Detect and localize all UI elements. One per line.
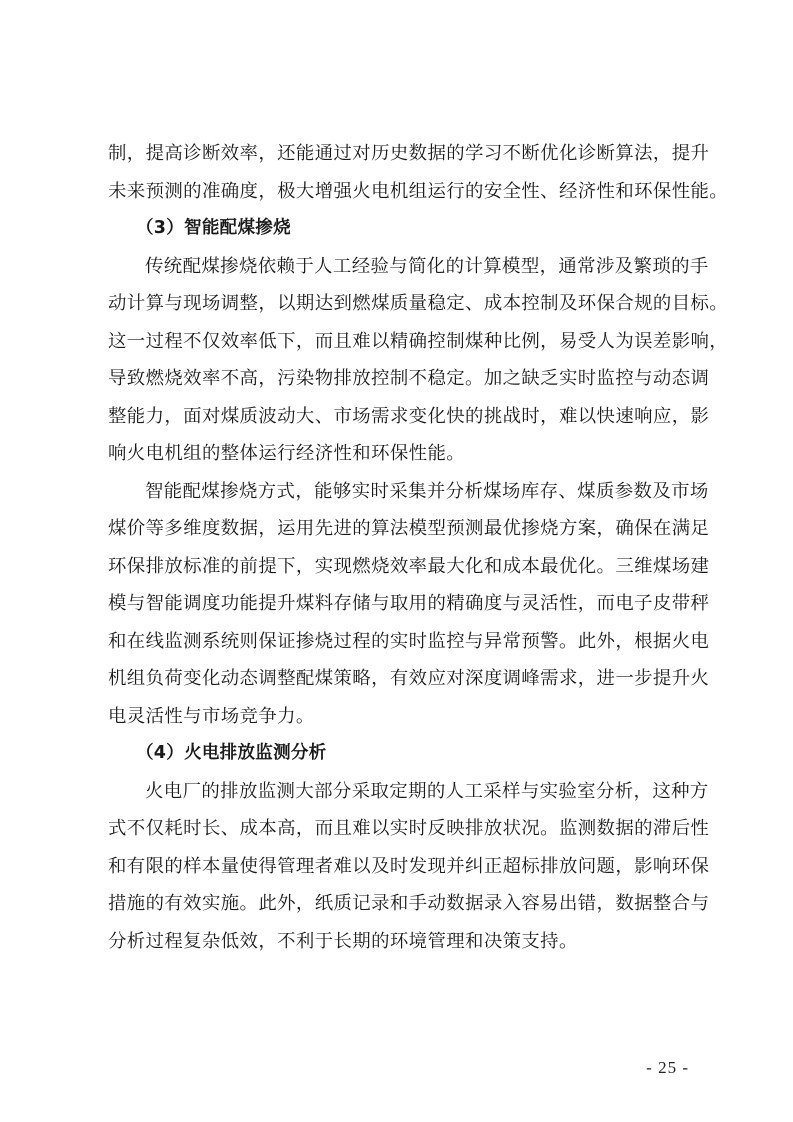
text-line: 模与智能调度功能提升煤料存储与取用的精确度与灵活性，而电子皮带秤 <box>108 593 710 614</box>
text-line: 智能配煤掺烧方式，能够实时采集并分析煤场库存、煤质参数及市场 <box>145 480 709 502</box>
section-heading-smart-coal-blending: （3）智能配煤掺烧 <box>136 218 291 238</box>
text-line: 电灵活性与市场竞争力。 <box>108 705 315 727</box>
text-line: 响火电机组的整体运行经济性和环保性能。 <box>108 443 466 464</box>
text-line: 分析过程复杂低效，不利于长期的环境管理和决策支持。 <box>108 930 578 952</box>
document-body <box>108 135 729 960</box>
paragraph-continuation <box>108 135 729 210</box>
text-line: 这一过程不仅效率低下，而且难以精确控制煤种比例，易受人为误差影响， <box>108 330 729 352</box>
text-line: 煤价等多维度数据，运用先进的算法模型预测最优掺烧方案，确保在满足 <box>108 518 710 539</box>
paragraph-traditional-blending <box>108 248 729 473</box>
text-line: 和有限的样本量使得管理者难以及时发现并纠正超标排放问题，影响环保 <box>108 855 710 877</box>
text-line: 未来预测的准确度，极大增强火电机组运行的安全性、经济性和环保性能。 <box>108 180 729 202</box>
text-line: 和在线监测系统则保证掺烧过程的实时监控与异常预警。此外，根据火电 <box>108 630 710 652</box>
section-heading-emission-monitoring: （4）火电排放监测分析 <box>136 743 327 763</box>
paragraph-smart-blending <box>108 473 710 736</box>
text-line: 火电厂的排放监测大部分采取定期的人工采样与实验室分析，这种方 <box>145 780 709 802</box>
text-line: 式不仅耗时长、成本高，而且难以实时反映排放状况。监测数据的滞后性 <box>108 818 710 839</box>
text-line: 制，提高诊断效率，还能通过对历史数据的学习不断优化诊断算法，提升 <box>108 143 710 164</box>
text-line: 措施的有效实施。此外，纸质记录和手动数据录入容易出错，数据整合与 <box>108 893 710 914</box>
text-line: 传统配煤掺烧依赖于人工经验与简化的计算模型，通常涉及繁琐的手 <box>145 255 709 277</box>
page-number: - 25 - <box>646 1058 689 1077</box>
paragraph-emission-monitoring <box>108 773 710 961</box>
text-line: 导致燃烧效率不高，污染物排放控制不稳定。加之缺乏实时监控与动态调 <box>108 368 710 389</box>
text-line: 整能力，面对煤质波动大、市场需求变化快的挑战时，难以快速响应，影 <box>108 405 710 427</box>
text-line: 机组负荷变化动态调整配煤策略，有效应对深度调峰需求，进一步提升火 <box>108 668 710 689</box>
text-line: 环保排放标准的前提下，实现燃烧效率最大化和成本最优化。三维煤场建 <box>108 555 710 577</box>
text-line: 动计算与现场调整，以期达到燃煤质量稳定、成本控制及环保合规的目标。 <box>108 293 729 314</box>
